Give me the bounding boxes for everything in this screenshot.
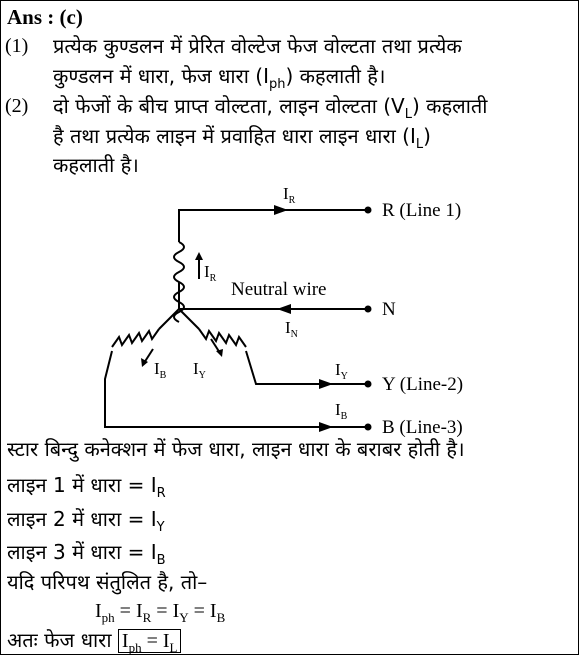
y-terminal [365,381,372,388]
y-coil-lead [179,309,199,329]
ir-coil-label: $I_R$ [204,262,217,284]
star-connection-diagram [1,179,580,437]
balanced-condition: यदि परिपथ संतुलित है, तो– [7,570,208,594]
ib-arrow [319,422,333,432]
point-2-number: (2) [5,95,29,117]
point-1-line-2: कुण्डलन में धारा, फेज धारा $(I_{ph})$ कहलाती है। [53,64,386,92]
point-2-line-3: कहलाती है। [53,153,139,177]
ib-line-label: $I_B$ [335,400,348,422]
ib-coil-label: $I_B$ [154,359,167,381]
n-label: N [382,299,396,320]
point-1-number: (1) [5,35,29,57]
y-line-label: Y (Line-2) [382,374,464,395]
r-terminal [365,207,372,214]
neutral-wire-label: Neutral wire [231,279,327,300]
line-1-current: लाइन 1 में धारा = $I_R$ [7,473,166,501]
y-line-wire [246,351,366,384]
point-1-line-1: प्रत्येक कुण्डलन में प्रेरित वोल्टेज फेज वोल्टता तथा प्रत्येक [53,34,462,58]
b-phase-coil [112,329,159,347]
line-2-current: लाइन 2 में धारा = $I_Y$ [7,507,165,535]
y-phase-coil [199,329,246,347]
point-2-line-2: है तथा प्रत्येक लाइन में प्रवाहित धारा लाइन धारा $(I_L)$ [53,124,431,152]
r-line-label: R (Line 1) [382,200,462,221]
in-label: $I_N$ [285,318,298,340]
in-arrow [277,304,291,314]
r-line-wire [179,210,366,242]
point-2-line-1: दो फेजों के बीच प्राप्त वोल्टता, लाइन वोल्टता $(V_L)$ कहलाती [53,94,488,122]
b-line-label: B (Line-3) [382,417,463,437]
iy-line-label: $I_Y$ [335,360,348,382]
final-result-box: $I_{ph} = I_L$ [118,629,182,653]
answer-heading: Ans : (c) [7,5,83,29]
balanced-equation: $I_{ph} = I_R = I_Y = I_B$ [95,600,226,625]
conclusion: अतः फेज धारा $I_{ph} = I_L$ [7,628,181,660]
ir-arrow [274,205,288,215]
line-3-current: लाइन 3 में धारा = $I_B$ [7,540,166,568]
ir-top-label: $I_R$ [283,184,296,206]
iy-coil-label: $I_Y$ [193,359,206,381]
iy-arrow [319,379,333,389]
n-terminal [365,306,372,313]
b-terminal [365,424,372,431]
star-connection-statement: स्टार बिन्दु कनेक्शन में फेज धारा, लाइन धारा के बराबर होती है। [7,437,465,461]
